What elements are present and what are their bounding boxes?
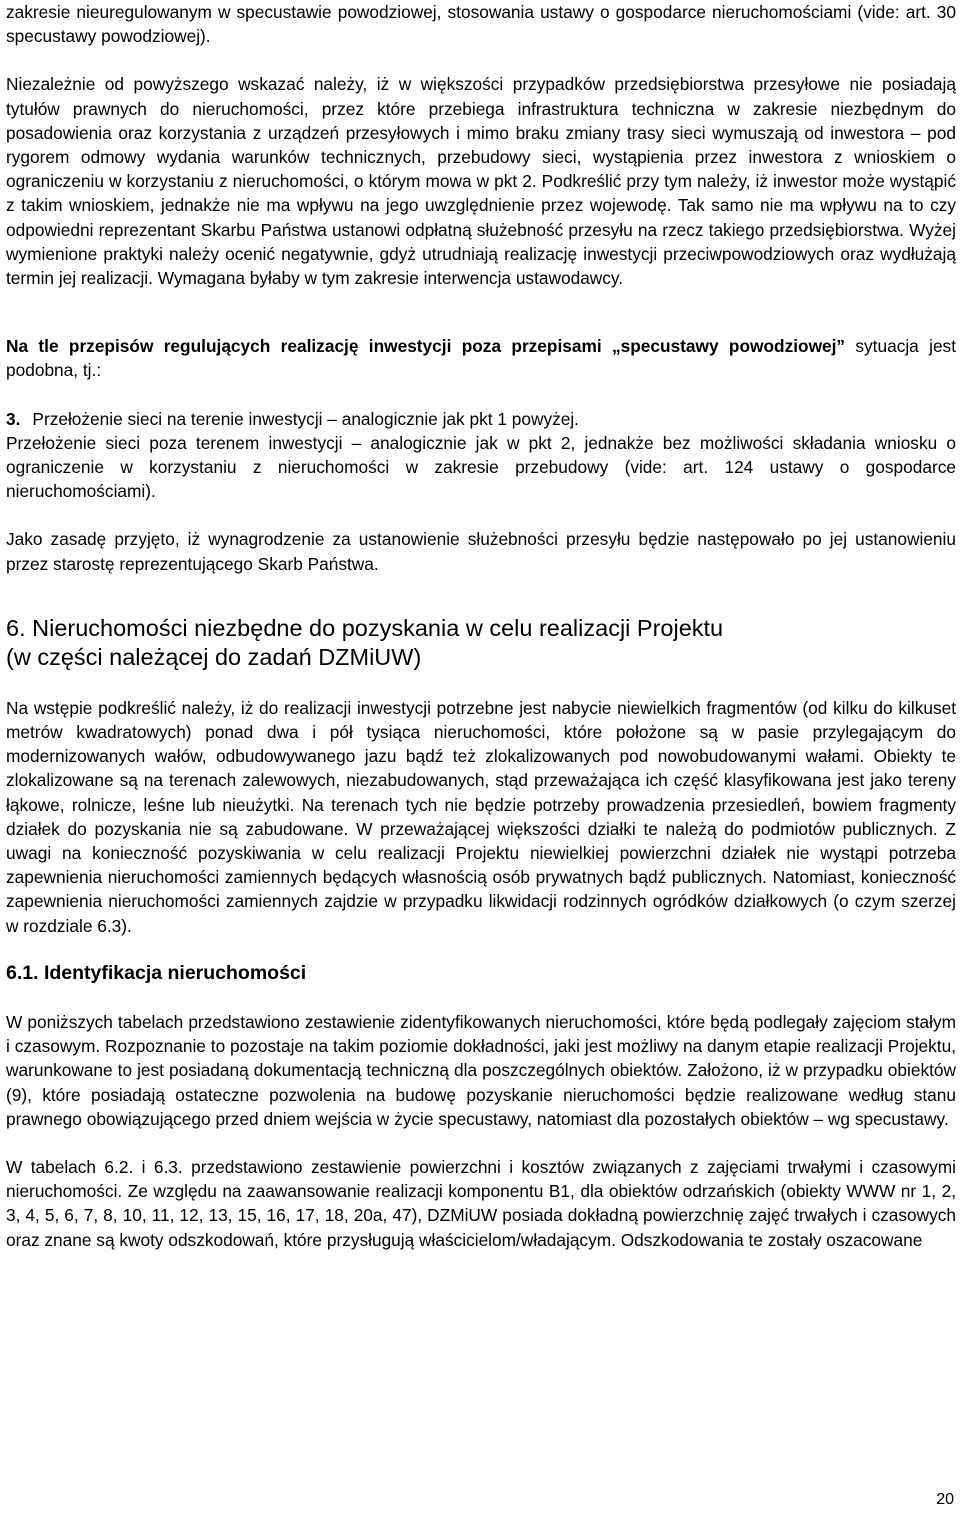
section-heading-line-1: 6. Nieruchomości niezbędne do pozyskania w celu realizacji Projektu bbox=[6, 614, 724, 641]
bold-intro-text: Na tle przepisów regulujących realizację inwestycji poza przepisami „specustawy powodziowej” bbox=[6, 336, 846, 357]
section-heading-line-2: (w części należącej do zadań DZMiUW) bbox=[6, 643, 422, 670]
paragraph-tables-62-63: W tabelach 6.2. i 6.3. przedstawiono zestawienie powierzchni i kosztów związanych z zajęciami trwałymi i czasowymi nieruchomości. Ze względu na zaawansowanie realizacji komponentu B1, dla obiektów odrzańskich (obiekty WWW nr 1, 2, 3, 4, 5, 6, 7, 8, 10, 11, 12, 13, 15, 16, 17, 18, 20a, 47), DZMiUW posiada dokładną powierzchnię zajęć trwałych i czasowych oraz znane są kwoty odszkodowań, które przysługują właścicielom/władającym. Odszkodowania te zostały oszacowane bbox=[6, 1156, 956, 1250]
page-number: 20 bbox=[936, 1491, 954, 1508]
section-heading-6 bbox=[6, 614, 956, 672]
list-item-3 bbox=[6, 407, 956, 431]
paragraph-continuation: zakresie nieuregulowanym w specustawie powodziowej, stosowania ustawy o gospodarce nieruchomościami (vide: art. 30 specustawy powodziowej). bbox=[6, 2, 956, 47]
subsection-heading-6-1: 6.1. Identyfikacja nieruchomości bbox=[6, 961, 307, 984]
paragraph-transmission-companies: Niezależnie od powyższego wskazać należy, iż w większości przypadków przedsiębiorstwa przesyłowe nie posiadają tytułów prawnych do nieruchomości, przez które przebiega infrastruktura techniczna w zakresie niezbędnym do posadowienia oraz korzystania z urządzeń przesyłowych i mimo braku zmiany trasy sieci wymuszają od inwestora – pod rygorem odmowy wydania warunków technicznych, przebudowy sieci, wystąpienia przez inwestora z wnioskiem o ograniczeniu w korzystaniu z nieruchomości, o którym mowa w pkt 2. Podkreślić przy tym należy, iż inwestor może wystąpić z takim wnioskiem, jednakże nie ma wpływu na jego uwzględnienie przez wojewodę. Tak samo nie ma wpływu na to czy odpowiedni reprezentant Skarbu Państwa ustanowi odpłatną służebność przesyłu na rzecz takiego przedsiębiorstwa. Wyżej wymienione praktyki należy ocenić negatywnie, gdyż utrudniają realizację inwestycji przeciwpowodziowych oraz wydłużają termin jej realizacji. Wymagana byłaby w tym zakresie interwencja ustawodawcy. bbox=[6, 74, 956, 289]
document-page bbox=[6, 0, 956, 1252]
list-item-text: Przełożenie sieci na terenie inwestycji – analogicznie jak pkt 1 powyżej. bbox=[32, 408, 579, 429]
intro-rest-text: sytuacja jest podobna, tj.: bbox=[6, 336, 957, 381]
list-item-number: 3. bbox=[6, 408, 21, 429]
paragraph-section6-intro: Na wstępie podkreślić należy, iż do realizacji inwestycji potrzebne jest nabycie niewielkich fragmentów (od kilku do kilkuset metrów kwadratowych) ponad dwa i pół tysiąca nieruchomości, które położone są w pasie przylegającym do modernizowanych wałów, odbudowywanego jazu bądź też zlokalizowanych pod nowobudowanymi wałami. Obiekty te zlokalizowane są na terenach zalewowych, niezabudowanych, stąd przeważająca ich część klasyfikowana jest jako tereny łąkowe, rolnicze, leśne lub nieużytki. Na terenach tych nie będzie potrzeby prowadzenia przesiedleń, bowiem fragmenty działek do pozyskania nie są zabudowane. W przeważającej większości działki te należą do podmiotów publicznych. Z uwagi na konieczność pozyskiwania w celu realizacji Projektu niewielkiej powierzchni działek nie wystąpi potrzeba zapewnienia nieruchomości zamiennych będących własnością osób prywatnych bądź publicznych. Natomiast, konieczność zapewnienia nieruchomości zamiennych zajdzie w przypadku likwidacji rodzinnych ogródków działkowych (o czym szerzej w rozdziale 6.3). bbox=[6, 697, 956, 936]
paragraph-tables-intro: W poniższych tabelach przedstawiono zestawienie zidentyfikowanych nieruchomości, które będą podlegały zajęciom stałym i czasowym. Rozpoznanie to pozostaje na takim poziomie dokładności, jaki jest możliwy na danym etapie realizacji Projektu, warunkowane to jest posiadaną dokumentacją techniczną dla poszczególnych obiektów. Założono, iż w przypadku obiektów (9), które posiadają ostateczne pozwolenia na budowę pozyskanie nieruchomości będzie realizowane według stanu prawnego obowiązującego przed dniem wejścia w życie specustawy, natomiast dla pozostałych obiektów – wg specustawy. bbox=[6, 1011, 956, 1129]
paragraph-bold-intro bbox=[6, 334, 956, 382]
paragraph-principle: Jako zasadę przyjęto, iż wynagrodzenie za ustanowienie służebności przesyłu będzie następowało po jej ustanowieniu przez starostę reprezentującego Skarb Państwa. bbox=[6, 529, 956, 574]
paragraph-outside-investment: Przełożenie sieci poza terenem inwestycji – analogicznie jak w pkt 2, jednakże bez możliwości składania wniosku o ograniczenie w korzystaniu z nieruchomości w zakresie przebudowy (vide: art. 124 ustawy o gospodarce nieruchomościami). bbox=[6, 432, 956, 502]
